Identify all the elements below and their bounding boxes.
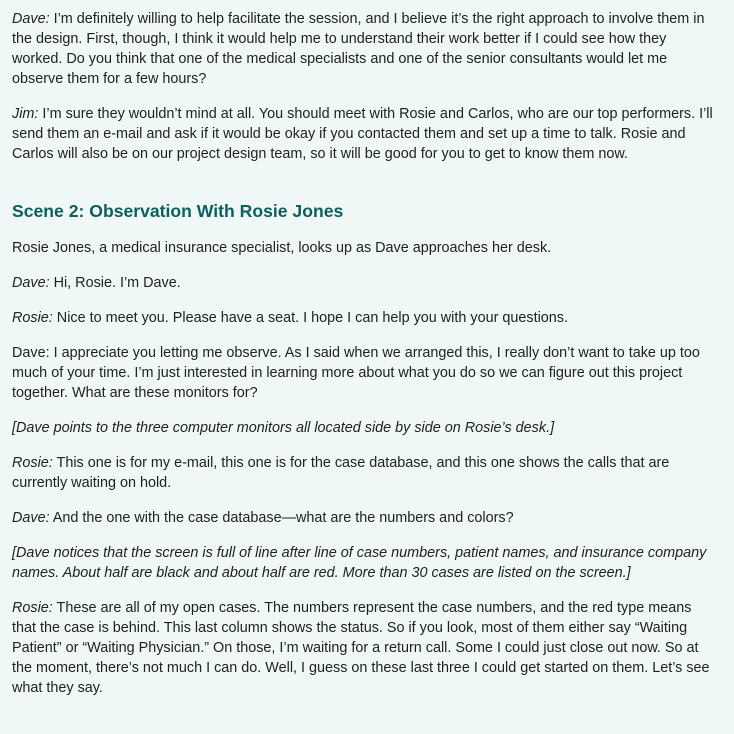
dialogue-text: These are all of my open cases. The numbers represent the case numbers, and the red type means that the case is behind. This last column shows the status. So if you look, most of them either say “Waiting Patient” or “Waiting Physician.” On those, I’m waiting for a return call. Some I could just close out now. So at the moment, there’s not much I can do. Well, I guess on these last three I could get started on them. Let’s see what they say.	[12, 600, 710, 696]
dialogue-text: Hi, Rosie. I’m Dave.	[49, 275, 181, 291]
dialogue-dave-1	[12, 9, 718, 89]
bottom-fade	[0, 728, 734, 734]
dialogue-dave-2	[12, 273, 718, 293]
dialogue-rosie-3	[12, 598, 718, 698]
stage-direction-2: [Dave notices that the screen is full of line after line of case numbers, patient names, and insurance company names. About half are black and about half are red. More than 30 cases are listed on the screen.]	[12, 545, 707, 581]
dialogue-text: Nice to meet you. Please have a seat. I hope I can help you with your questions.	[52, 310, 568, 326]
speaker-name: Dave:	[12, 11, 50, 27]
speaker-name: Dave:	[12, 275, 50, 291]
dialogue-text: And the one with the case database—what are the numbers and colors?	[49, 510, 514, 526]
scene-heading: Scene 2: Observation With Rosie Jones	[12, 201, 344, 221]
dialogue-text: I’m sure they wouldn’t mind at all. You should meet with Rosie and Carlos, who are our top performers. I’ll send them an e-mail and ask if it would be okay if you contacted them and set up a time to talk. Rosie and Carlos will also be on our project design team, so it will be good for you to get to know them now.	[12, 106, 713, 162]
speaker-name: Jim:	[12, 106, 39, 122]
speaker-name: Rosie:	[12, 310, 53, 326]
scene-intro: Rosie Jones, a medical insurance specialist, looks up as Dave approaches her desk.	[12, 240, 552, 256]
dialogue-jim-1	[12, 104, 718, 164]
stage-direction-1: [Dave points to the three computer monitors all located side by side on Rosie’s desk.]	[12, 420, 555, 436]
dialogue-dave-4	[12, 508, 718, 528]
dialogue-text: I’m definitely willing to help facilitate the session, and I believe it’s the right approach to involve them in the design. First, though, I think it would help me to understand their work better if I could see how they worked. Do you think that one of the medical specialists and one of the senior consultants would let me observe them for a few hours?	[12, 11, 705, 87]
dialogue-dave-3: Dave: I appreciate you letting me observe. As I said when we arranged this, I really don’t want to take up too much of your time. I’m just interested in learning more about what you do so we can figure out this project together. What are these monitors for?	[12, 345, 700, 401]
speaker-name: Rosie:	[12, 455, 53, 471]
speaker-name: Rosie:	[12, 600, 53, 616]
dialogue-rosie-2	[12, 453, 718, 493]
speaker-name: Dave:	[12, 510, 50, 526]
document-page	[12, 9, 718, 713]
dialogue-text: This one is for my e-mail, this one is for the case database, and this one shows the calls that are currently waiting on hold.	[12, 455, 670, 491]
dialogue-rosie-1	[12, 308, 718, 328]
